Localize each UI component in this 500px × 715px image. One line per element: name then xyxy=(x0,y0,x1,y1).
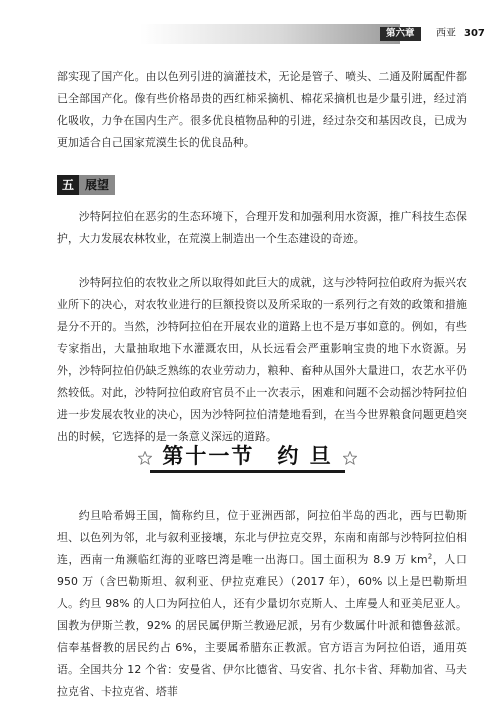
header-gradient xyxy=(0,24,400,44)
jordan-text-part-2: ，人口 950 万（含巴勒斯坦、叙利亚、伊拉克难民）（2017 年），60% 以上是巴勒斯坦人。约旦 98% 的人口为阿拉伯人，还有少量切尔克斯人、土库曼人和亚美尼亚人。国教为伊斯兰教，92% 的居民属伊斯兰教逊尼派，另有少数属什叶派和德鲁兹派。信奉基督教的居民约占 6%，主要属希腊东正教派。官方语言为阿拉伯语，通用英语。全国共分 12 个省：安曼省、伊尔比德省、马安省、扎尔卡省、拜勒加省、马夫拉克省、卡拉克省、塔菲 xyxy=(57,553,467,698)
running-header xyxy=(0,24,500,44)
chapter-section-title xyxy=(120,442,375,472)
section-title: 展望 xyxy=(79,175,115,195)
header-country-label: 西亚 xyxy=(436,28,456,39)
section-heading xyxy=(57,175,115,195)
section-heading-jordan: 第十一节 约 旦 xyxy=(162,444,333,468)
jordan-paragraph xyxy=(57,505,467,703)
intro-paragraph: 部实现了国产化。由以色列引进的滴灌技术，无论是管子、喷头、二通及附属配件都已全部国产化。像有些价格昂贵的西红柿采摘机、棉花采摘机也是少量引进，经过消化吸收，力争在国内生产。很多优良植物品种的引进，经过杂交和基因改良，已成为更加适合自己国家荒漠生长的优良品种。 xyxy=(57,70,467,149)
star-outline-icon xyxy=(343,451,357,465)
outlook-paragraph-2: 沙特阿拉伯的农牧业之所以取得如此巨大的成就，这与沙特阿拉伯政府为振兴农业所下的决心，对农牧业进行的巨额投资以及所采取的一系列行之有效的政策和措施是分不开的。当然，沙特阿拉伯在开展农业的道路上也不是万事如意的。例如，有些专家指出，大量抽取地下水灌溉农田，从长远看会严重影响宝贵的地下水资源。另外，沙特阿拉伯仍缺乏熟练的农业劳动力，粮种、畜种从国外大量进口，农艺水平仍然较低。对此，沙特阿拉伯政府官员不止一次表示，困难和问题不会动摇沙特阿拉伯进一步发展农牧业的决心，因为沙特阿拉伯清楚地看到，在当今世界粮食问题更趋突出的时候，它选择的是一条意义深远的道路。 xyxy=(57,276,467,443)
outlook-paragraph-1: 沙特阿拉伯在恶劣的生态环境下，合理开发和加强利用水资源，推广科技生态保护，大力发展农林牧业，在荒漠上制造出一个生态建设的奇迹。 xyxy=(57,210,467,245)
jordan-text-part-1: 约旦哈希姆王国，简称约旦，位于亚洲西部，阿拉伯半岛的西北，西与巴勒斯坦、以色列为邻，北与叙利亚接壤，东北与伊拉克交界，东南和南部与沙特阿拉伯相连，西南一角濒临红海的亚喀巴湾是唯一出海口。国土面积为 8.9 万 km xyxy=(57,509,467,566)
title-underline xyxy=(150,470,345,473)
page-number: 307 xyxy=(464,28,485,39)
section-number: 五 xyxy=(57,175,79,195)
area-unit-superscript: 2 xyxy=(427,552,433,561)
header-chapter-label: 第六章 xyxy=(380,27,421,41)
